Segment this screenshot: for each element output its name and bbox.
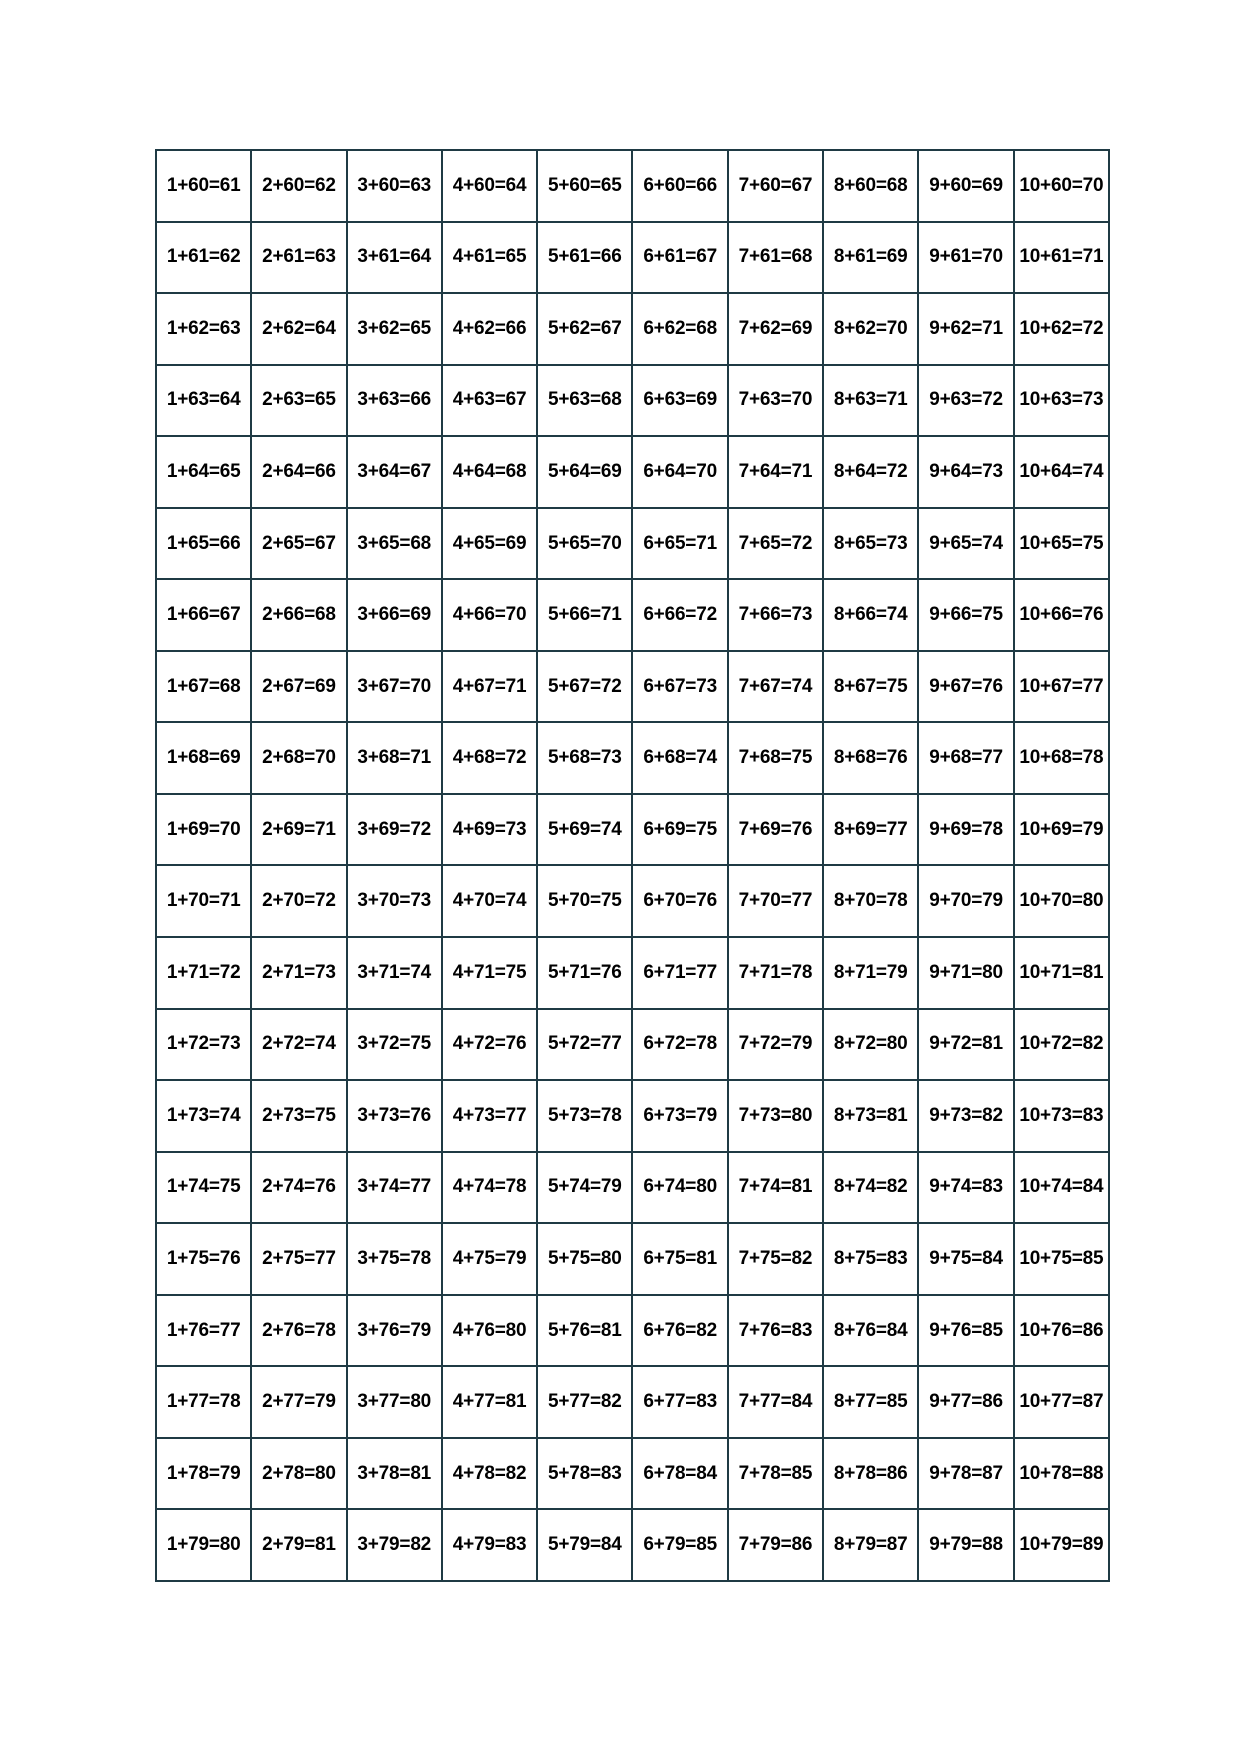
- equation-cell: 2+61=63: [251, 222, 346, 294]
- equation-cell: 9+77=86: [918, 1366, 1013, 1438]
- equation-cell: 8+60=68: [823, 150, 918, 222]
- equation-cell: 10+75=85: [1014, 1223, 1109, 1295]
- equation-cell: 6+78=84: [632, 1438, 727, 1510]
- equation-cell: 3+74=77: [347, 1152, 442, 1224]
- equation-cell: 3+61=64: [347, 222, 442, 294]
- equation-cell: 5+69=74: [537, 794, 632, 866]
- equation-cell: 3+77=80: [347, 1366, 442, 1438]
- equation-cell: 5+76=81: [537, 1295, 632, 1367]
- equation-cell: 9+64=73: [918, 436, 1013, 508]
- equation-cell: 8+73=81: [823, 1080, 918, 1152]
- equation-cell: 5+67=72: [537, 651, 632, 723]
- equation-cell: 6+66=72: [632, 579, 727, 651]
- equation-cell: 4+61=65: [442, 222, 537, 294]
- equation-cell: 6+77=83: [632, 1366, 727, 1438]
- equation-cell: 1+62=63: [156, 293, 251, 365]
- equation-cell: 10+71=81: [1014, 937, 1109, 1009]
- equation-cell: 7+76=83: [728, 1295, 823, 1367]
- equation-cell: 6+76=82: [632, 1295, 727, 1367]
- equation-cell: 6+64=70: [632, 436, 727, 508]
- equation-cell: 3+73=76: [347, 1080, 442, 1152]
- equation-cell: 10+61=71: [1014, 222, 1109, 294]
- equation-cell: 6+74=80: [632, 1152, 727, 1224]
- equation-cell: 1+69=70: [156, 794, 251, 866]
- equation-cell: 6+63=69: [632, 365, 727, 437]
- equation-cell: 2+63=65: [251, 365, 346, 437]
- equation-cell: 8+76=84: [823, 1295, 918, 1367]
- equation-table-body: [156, 150, 1109, 1581]
- equation-cell: 3+72=75: [347, 1009, 442, 1081]
- equation-cell: 1+65=66: [156, 508, 251, 580]
- equation-cell: 7+64=71: [728, 436, 823, 508]
- equation-cell: 4+62=66: [442, 293, 537, 365]
- equation-cell: 5+61=66: [537, 222, 632, 294]
- equation-cell: 10+68=78: [1014, 722, 1109, 794]
- equation-cell: 10+67=77: [1014, 651, 1109, 723]
- table-row: [156, 579, 1109, 651]
- equation-cell: 2+71=73: [251, 937, 346, 1009]
- equation-cell: 2+66=68: [251, 579, 346, 651]
- equation-cell: 4+65=69: [442, 508, 537, 580]
- equation-cell: 8+66=74: [823, 579, 918, 651]
- equation-cell: 1+61=62: [156, 222, 251, 294]
- equation-cell: 5+60=65: [537, 150, 632, 222]
- addition-worksheet: [155, 149, 1110, 1582]
- equation-cell: 10+70=80: [1014, 865, 1109, 937]
- equation-cell: 8+71=79: [823, 937, 918, 1009]
- equation-cell: 10+78=88: [1014, 1438, 1109, 1510]
- equation-cell: 10+63=73: [1014, 365, 1109, 437]
- equation-cell: 6+75=81: [632, 1223, 727, 1295]
- equation-cell: 6+62=68: [632, 293, 727, 365]
- equation-cell: 8+63=71: [823, 365, 918, 437]
- equation-cell: 4+71=75: [442, 937, 537, 1009]
- equation-cell: 2+60=62: [251, 150, 346, 222]
- equation-cell: 5+74=79: [537, 1152, 632, 1224]
- equation-cell: 4+60=64: [442, 150, 537, 222]
- equation-cell: 6+69=75: [632, 794, 727, 866]
- equation-cell: 4+63=67: [442, 365, 537, 437]
- equation-cell: 8+69=77: [823, 794, 918, 866]
- equation-cell: 4+78=82: [442, 1438, 537, 1510]
- equation-cell: 8+64=72: [823, 436, 918, 508]
- equation-cell: 9+61=70: [918, 222, 1013, 294]
- equation-cell: 1+64=65: [156, 436, 251, 508]
- equation-cell: 5+73=78: [537, 1080, 632, 1152]
- equation-cell: 1+68=69: [156, 722, 251, 794]
- equation-cell: 9+75=84: [918, 1223, 1013, 1295]
- equation-cell: 8+74=82: [823, 1152, 918, 1224]
- equation-cell: 3+71=74: [347, 937, 442, 1009]
- equation-cell: 9+66=75: [918, 579, 1013, 651]
- equation-cell: 4+64=68: [442, 436, 537, 508]
- equation-cell: 9+73=82: [918, 1080, 1013, 1152]
- equation-cell: 10+76=86: [1014, 1295, 1109, 1367]
- equation-cell: 1+67=68: [156, 651, 251, 723]
- equation-cell: 9+70=79: [918, 865, 1013, 937]
- table-row: [156, 1438, 1109, 1510]
- equation-cell: 6+79=85: [632, 1509, 727, 1581]
- equation-cell: 10+62=72: [1014, 293, 1109, 365]
- equation-cell: 1+78=79: [156, 1438, 251, 1510]
- equation-cell: 7+78=85: [728, 1438, 823, 1510]
- equation-cell: 2+79=81: [251, 1509, 346, 1581]
- equation-cell: 4+74=78: [442, 1152, 537, 1224]
- equation-cell: 7+74=81: [728, 1152, 823, 1224]
- equation-cell: 10+60=70: [1014, 150, 1109, 222]
- equation-cell: 4+72=76: [442, 1009, 537, 1081]
- equation-cell: 2+72=74: [251, 1009, 346, 1081]
- equation-cell: 7+70=77: [728, 865, 823, 937]
- equation-cell: 8+68=76: [823, 722, 918, 794]
- table-row: [156, 1295, 1109, 1367]
- equation-cell: 3+66=69: [347, 579, 442, 651]
- table-row: [156, 937, 1109, 1009]
- equation-cell: 5+72=77: [537, 1009, 632, 1081]
- table-row: [156, 293, 1109, 365]
- equation-cell: 6+73=79: [632, 1080, 727, 1152]
- equation-cell: 6+71=77: [632, 937, 727, 1009]
- equation-cell: 3+70=73: [347, 865, 442, 937]
- equation-cell: 3+75=78: [347, 1223, 442, 1295]
- equation-cell: 9+60=69: [918, 150, 1013, 222]
- equation-cell: 2+64=66: [251, 436, 346, 508]
- equation-cell: 3+63=66: [347, 365, 442, 437]
- table-row: [156, 1223, 1109, 1295]
- equation-cell: 9+79=88: [918, 1509, 1013, 1581]
- equation-cell: 8+75=83: [823, 1223, 918, 1295]
- equation-cell: 2+70=72: [251, 865, 346, 937]
- equation-cell: 4+73=77: [442, 1080, 537, 1152]
- equation-cell: 7+60=67: [728, 150, 823, 222]
- equation-cell: 7+71=78: [728, 937, 823, 1009]
- equation-cell: 2+73=75: [251, 1080, 346, 1152]
- table-row: [156, 1509, 1109, 1581]
- table-row: [156, 865, 1109, 937]
- equation-cell: 3+60=63: [347, 150, 442, 222]
- equation-cell: 3+69=72: [347, 794, 442, 866]
- equation-cell: 2+75=77: [251, 1223, 346, 1295]
- table-row: [156, 1080, 1109, 1152]
- equation-cell: 1+79=80: [156, 1509, 251, 1581]
- equation-cell: 10+65=75: [1014, 508, 1109, 580]
- equation-cell: 7+66=73: [728, 579, 823, 651]
- table-row: [156, 651, 1109, 723]
- equation-cell: 5+66=71: [537, 579, 632, 651]
- equation-cell: 6+72=78: [632, 1009, 727, 1081]
- equation-cell: 4+67=71: [442, 651, 537, 723]
- equation-cell: 6+65=71: [632, 508, 727, 580]
- equation-cell: 9+76=85: [918, 1295, 1013, 1367]
- table-row: [156, 794, 1109, 866]
- equation-cell: 10+66=76: [1014, 579, 1109, 651]
- equation-cell: 8+79=87: [823, 1509, 918, 1581]
- table-row: [156, 1366, 1109, 1438]
- equation-cell: 1+60=61: [156, 150, 251, 222]
- equation-cell: 5+64=69: [537, 436, 632, 508]
- table-row: [156, 1152, 1109, 1224]
- equation-cell: 3+64=67: [347, 436, 442, 508]
- equation-cell: 9+71=80: [918, 937, 1013, 1009]
- equation-cell: 1+72=73: [156, 1009, 251, 1081]
- equation-cell: 7+77=84: [728, 1366, 823, 1438]
- equation-cell: 3+76=79: [347, 1295, 442, 1367]
- equation-cell: 10+72=82: [1014, 1009, 1109, 1081]
- equation-cell: 2+65=67: [251, 508, 346, 580]
- equation-cell: 9+78=87: [918, 1438, 1013, 1510]
- equation-cell: 8+62=70: [823, 293, 918, 365]
- equation-cell: 8+77=85: [823, 1366, 918, 1438]
- equation-cell: 7+73=80: [728, 1080, 823, 1152]
- equation-cell: 9+67=76: [918, 651, 1013, 723]
- equation-cell: 3+62=65: [347, 293, 442, 365]
- equation-cell: 1+76=77: [156, 1295, 251, 1367]
- equation-cell: 9+65=74: [918, 508, 1013, 580]
- equation-cell: 3+68=71: [347, 722, 442, 794]
- equation-cell: 9+72=81: [918, 1009, 1013, 1081]
- equation-cell: 10+77=87: [1014, 1366, 1109, 1438]
- equation-cell: 8+72=80: [823, 1009, 918, 1081]
- equation-cell: 10+73=83: [1014, 1080, 1109, 1152]
- equation-cell: 2+68=70: [251, 722, 346, 794]
- equation-cell: 3+79=82: [347, 1509, 442, 1581]
- equation-cell: 8+65=73: [823, 508, 918, 580]
- equation-cell: 1+77=78: [156, 1366, 251, 1438]
- equation-cell: 10+69=79: [1014, 794, 1109, 866]
- equation-cell: 3+78=81: [347, 1438, 442, 1510]
- equation-cell: 8+61=69: [823, 222, 918, 294]
- equation-cell: 2+69=71: [251, 794, 346, 866]
- equation-cell: 7+65=72: [728, 508, 823, 580]
- equation-cell: 7+75=82: [728, 1223, 823, 1295]
- equation-cell: 6+70=76: [632, 865, 727, 937]
- table-row: [156, 365, 1109, 437]
- equation-cell: 7+63=70: [728, 365, 823, 437]
- equation-cell: 8+70=78: [823, 865, 918, 937]
- equation-cell: 6+68=74: [632, 722, 727, 794]
- equation-cell: 7+62=69: [728, 293, 823, 365]
- table-row: [156, 508, 1109, 580]
- equation-cell: 10+74=84: [1014, 1152, 1109, 1224]
- equation-cell: 7+68=75: [728, 722, 823, 794]
- table-row: [156, 436, 1109, 508]
- equation-cell: 6+61=67: [632, 222, 727, 294]
- equation-cell: 4+70=74: [442, 865, 537, 937]
- equation-cell: 7+79=86: [728, 1509, 823, 1581]
- equation-cell: 4+75=79: [442, 1223, 537, 1295]
- equation-cell: 2+77=79: [251, 1366, 346, 1438]
- equation-cell: 10+79=89: [1014, 1509, 1109, 1581]
- equation-cell: 2+67=69: [251, 651, 346, 723]
- equation-cell: 5+62=67: [537, 293, 632, 365]
- equation-cell: 1+73=74: [156, 1080, 251, 1152]
- equation-cell: 1+66=67: [156, 579, 251, 651]
- equation-cell: 9+74=83: [918, 1152, 1013, 1224]
- equation-cell: 2+74=76: [251, 1152, 346, 1224]
- equation-cell: 9+62=71: [918, 293, 1013, 365]
- equation-cell: 1+74=75: [156, 1152, 251, 1224]
- table-row: [156, 1009, 1109, 1081]
- table-row: [156, 150, 1109, 222]
- equation-cell: 5+71=76: [537, 937, 632, 1009]
- equation-cell: 5+78=83: [537, 1438, 632, 1510]
- equation-cell: 9+63=72: [918, 365, 1013, 437]
- equation-cell: 2+78=80: [251, 1438, 346, 1510]
- equation-cell: 2+76=78: [251, 1295, 346, 1367]
- equation-cell: 4+66=70: [442, 579, 537, 651]
- equation-cell: 5+75=80: [537, 1223, 632, 1295]
- equation-cell: 9+68=77: [918, 722, 1013, 794]
- table-row: [156, 722, 1109, 794]
- equation-cell: 8+67=75: [823, 651, 918, 723]
- equation-table: [155, 149, 1110, 1582]
- equation-cell: 4+68=72: [442, 722, 537, 794]
- equation-cell: 5+65=70: [537, 508, 632, 580]
- equation-cell: 3+67=70: [347, 651, 442, 723]
- equation-cell: 5+79=84: [537, 1509, 632, 1581]
- equation-cell: 10+64=74: [1014, 436, 1109, 508]
- equation-cell: 6+67=73: [632, 651, 727, 723]
- equation-cell: 6+60=66: [632, 150, 727, 222]
- equation-cell: 2+62=64: [251, 293, 346, 365]
- equation-cell: 5+77=82: [537, 1366, 632, 1438]
- equation-cell: 7+72=79: [728, 1009, 823, 1081]
- table-row: [156, 222, 1109, 294]
- equation-cell: 4+77=81: [442, 1366, 537, 1438]
- equation-cell: 7+61=68: [728, 222, 823, 294]
- equation-cell: 1+75=76: [156, 1223, 251, 1295]
- equation-cell: 3+65=68: [347, 508, 442, 580]
- equation-cell: 7+67=74: [728, 651, 823, 723]
- equation-cell: 1+71=72: [156, 937, 251, 1009]
- equation-cell: 5+70=75: [537, 865, 632, 937]
- equation-cell: 5+68=73: [537, 722, 632, 794]
- equation-cell: 4+79=83: [442, 1509, 537, 1581]
- equation-cell: 9+69=78: [918, 794, 1013, 866]
- equation-cell: 4+76=80: [442, 1295, 537, 1367]
- equation-cell: 4+69=73: [442, 794, 537, 866]
- equation-cell: 1+63=64: [156, 365, 251, 437]
- equation-cell: 8+78=86: [823, 1438, 918, 1510]
- equation-cell: 7+69=76: [728, 794, 823, 866]
- equation-cell: 5+63=68: [537, 365, 632, 437]
- equation-cell: 1+70=71: [156, 865, 251, 937]
